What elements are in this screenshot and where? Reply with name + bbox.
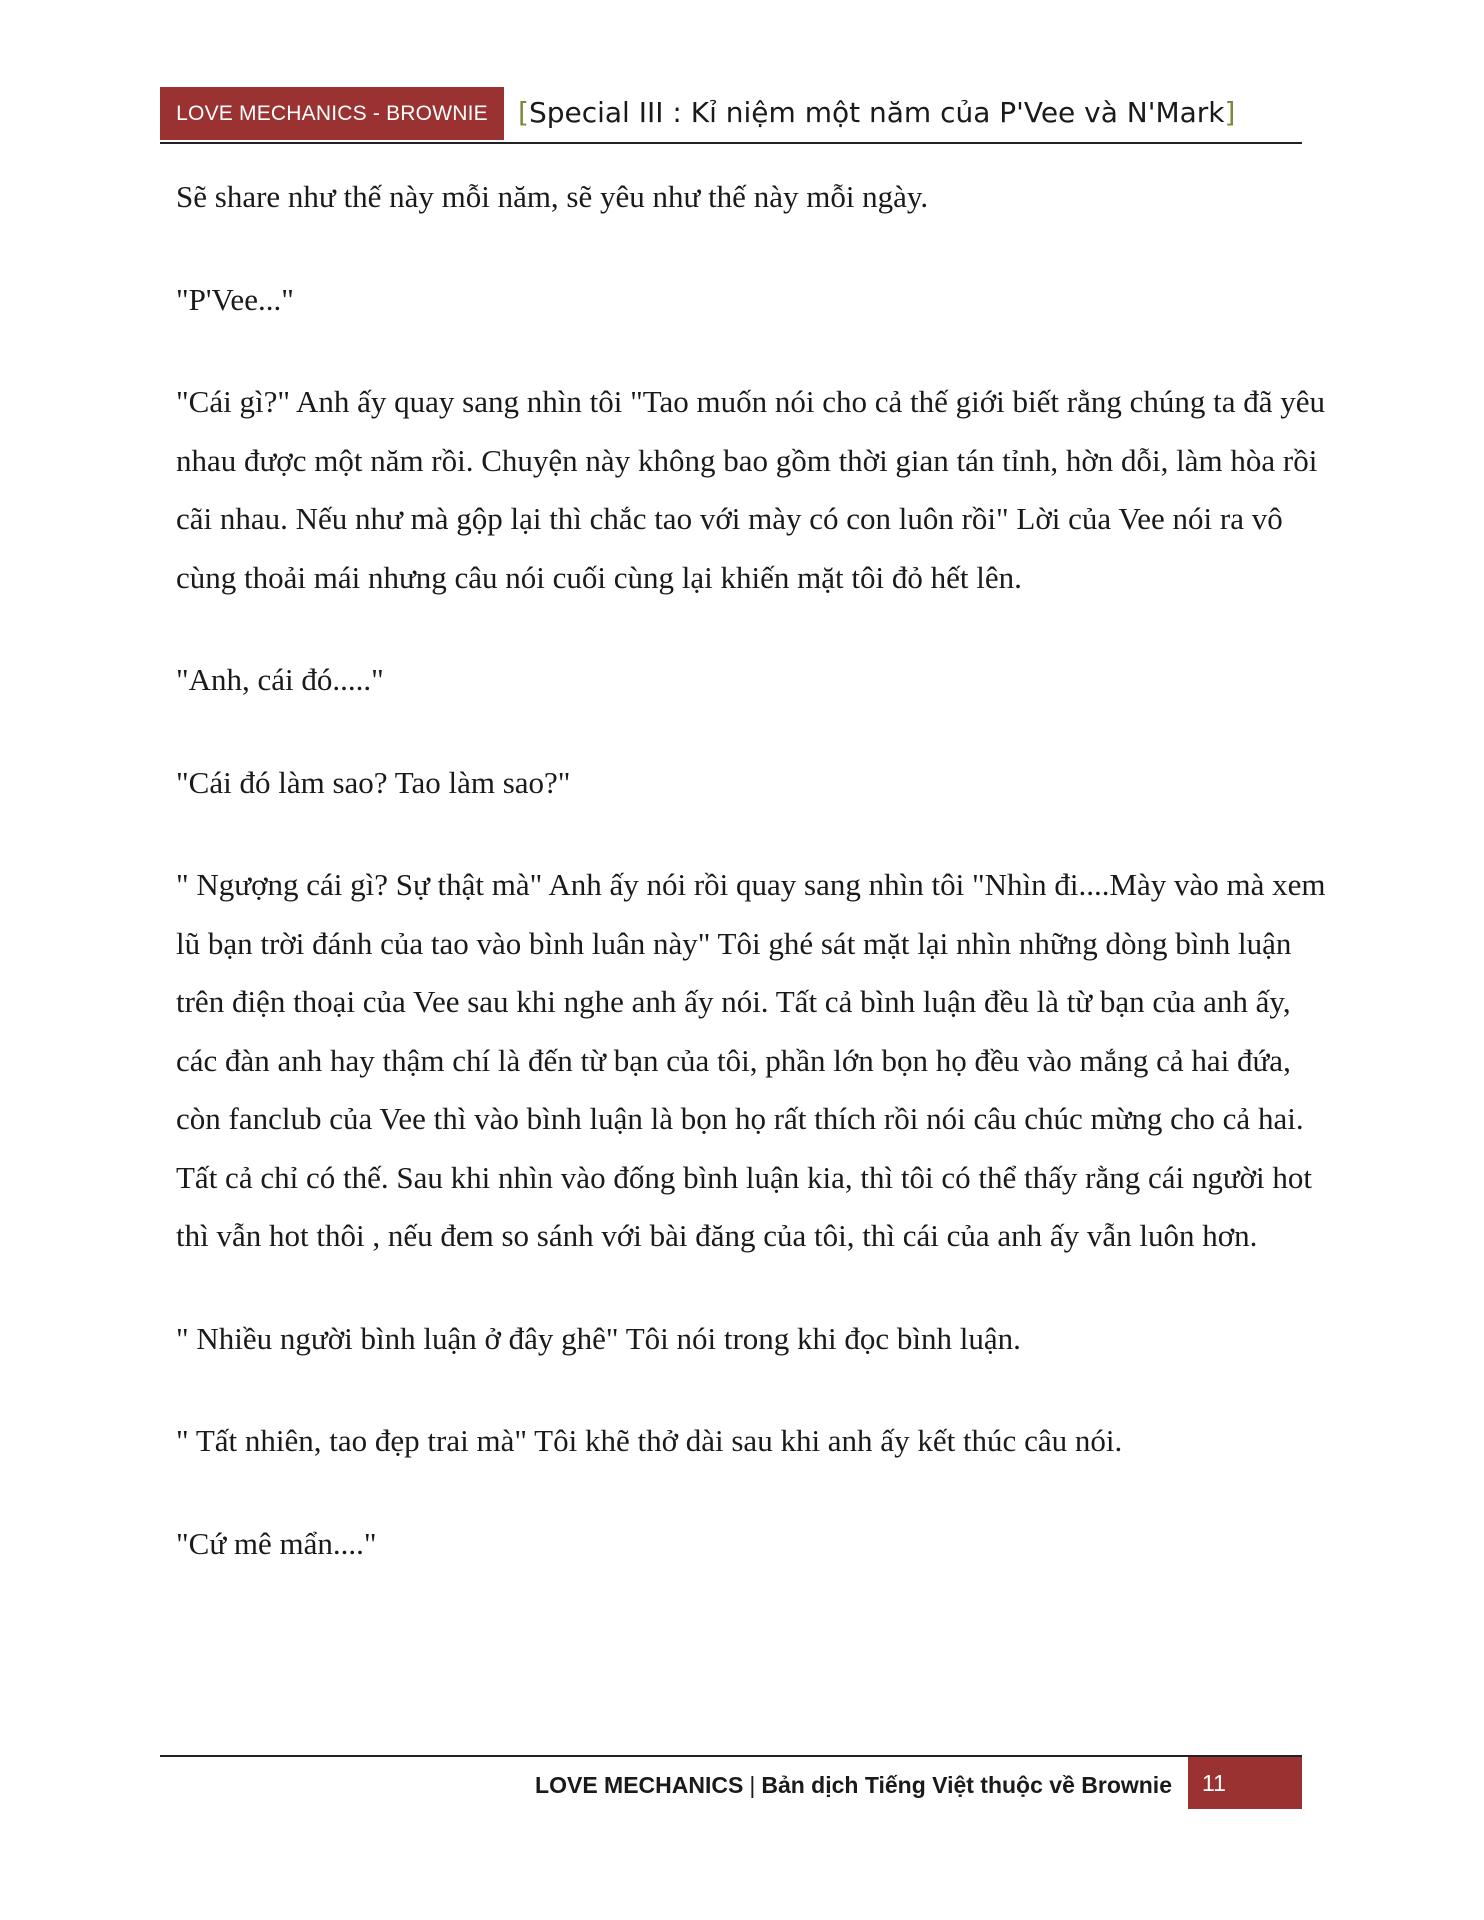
paragraph: " Ngượng cái gì? Sự thật mà" Anh ấy nói rồi quay sang nhìn tôi "Nhìn đi....Mày vào mà xem lũ bạn trời đánh của tao vào bình luân này" Tôi ghé sát mặt lại nhìn những dòng bình luận trên điện thoại của Vee sau khi nghe anh ấy nói. Tất cả bình luận đều là từ bạn của anh ấy, các đàn anh hay thậm chí là đến từ bạn của tôi, phần lớn bọn họ đều vào mắng cả hai đứa, còn fanclub của Vee thì vào bình luận là bọn họ rất thích rồi nói câu chúc mừng cho cả hai. Tất cả chỉ có thế. Sau khi nhìn vào đống bình luận kia, thì tôi có thể thấy rằng cái người hot thì vẫn hot thôi , nếu đem so sánh với bài đăng của tôi, thì cái của anh ấy vẫn luôn hơn.	[176, 867, 1326, 1253]
paragraph: " Nhiều người bình luận ở đây ghê" Tôi nói trong khi đọc bình luận.	[176, 1320, 1021, 1356]
footer-text	[535, 1765, 1172, 1805]
footer-credit: Bản dịch Tiếng Việt thuộc về Brownie	[761, 1772, 1172, 1798]
footer-book-title: LOVE MECHANICS	[535, 1772, 744, 1798]
paragraph: "Cái đó làm sao? Tao làm sao?"	[176, 764, 571, 800]
paragraph: "P'Vee..."	[176, 281, 294, 317]
title-bracket-open: [	[518, 96, 529, 129]
paragraph: "Cái gì?" Anh ấy quay sang nhìn tôi "Tao muốn nói cho cả thế giới biết rằng chúng ta đã yêu nhau được một năm rồi. Chuyện này không bao gồm thời gian tán tỉnh, hờn dỗi, làm hòa rồi cãi nhau. Nếu như mà gộp lại thì chắc tao với mày có con luôn rồi" Lời của Vee nói ra vô cùng thoải mái nhưng câu nói cuối cùng lại khiến mặt tôi đỏ hết lên.	[176, 384, 1325, 595]
chapter-title-text: Special III : Kỉ niệm một năm của P'Vee và N'Mark	[528, 96, 1225, 129]
page-footer	[160, 1755, 1302, 1809]
chapter-title	[518, 93, 1235, 133]
page-number: 11	[1188, 1757, 1302, 1809]
paragraph: " Tất nhiên, tao đẹp trai mà" Tôi khẽ thở dài sau khi anh ấy kết thúc câu nói.	[176, 1423, 1123, 1458]
body-text	[176, 168, 1326, 1617]
paragraph: "Anh, cái đó....."	[176, 662, 384, 697]
page-header	[160, 87, 1302, 144]
header-badge: LOVE MECHANICS - BROWNIE	[160, 87, 504, 140]
paragraph: Sẽ share như thế này mỗi năm, sẽ yêu như thế này mỗi ngày.	[176, 179, 929, 214]
paragraph: "Cứ mê mẩn...."	[176, 1525, 377, 1561]
title-bracket-close: ]	[1224, 96, 1236, 129]
footer-separator: |	[749, 1772, 756, 1798]
